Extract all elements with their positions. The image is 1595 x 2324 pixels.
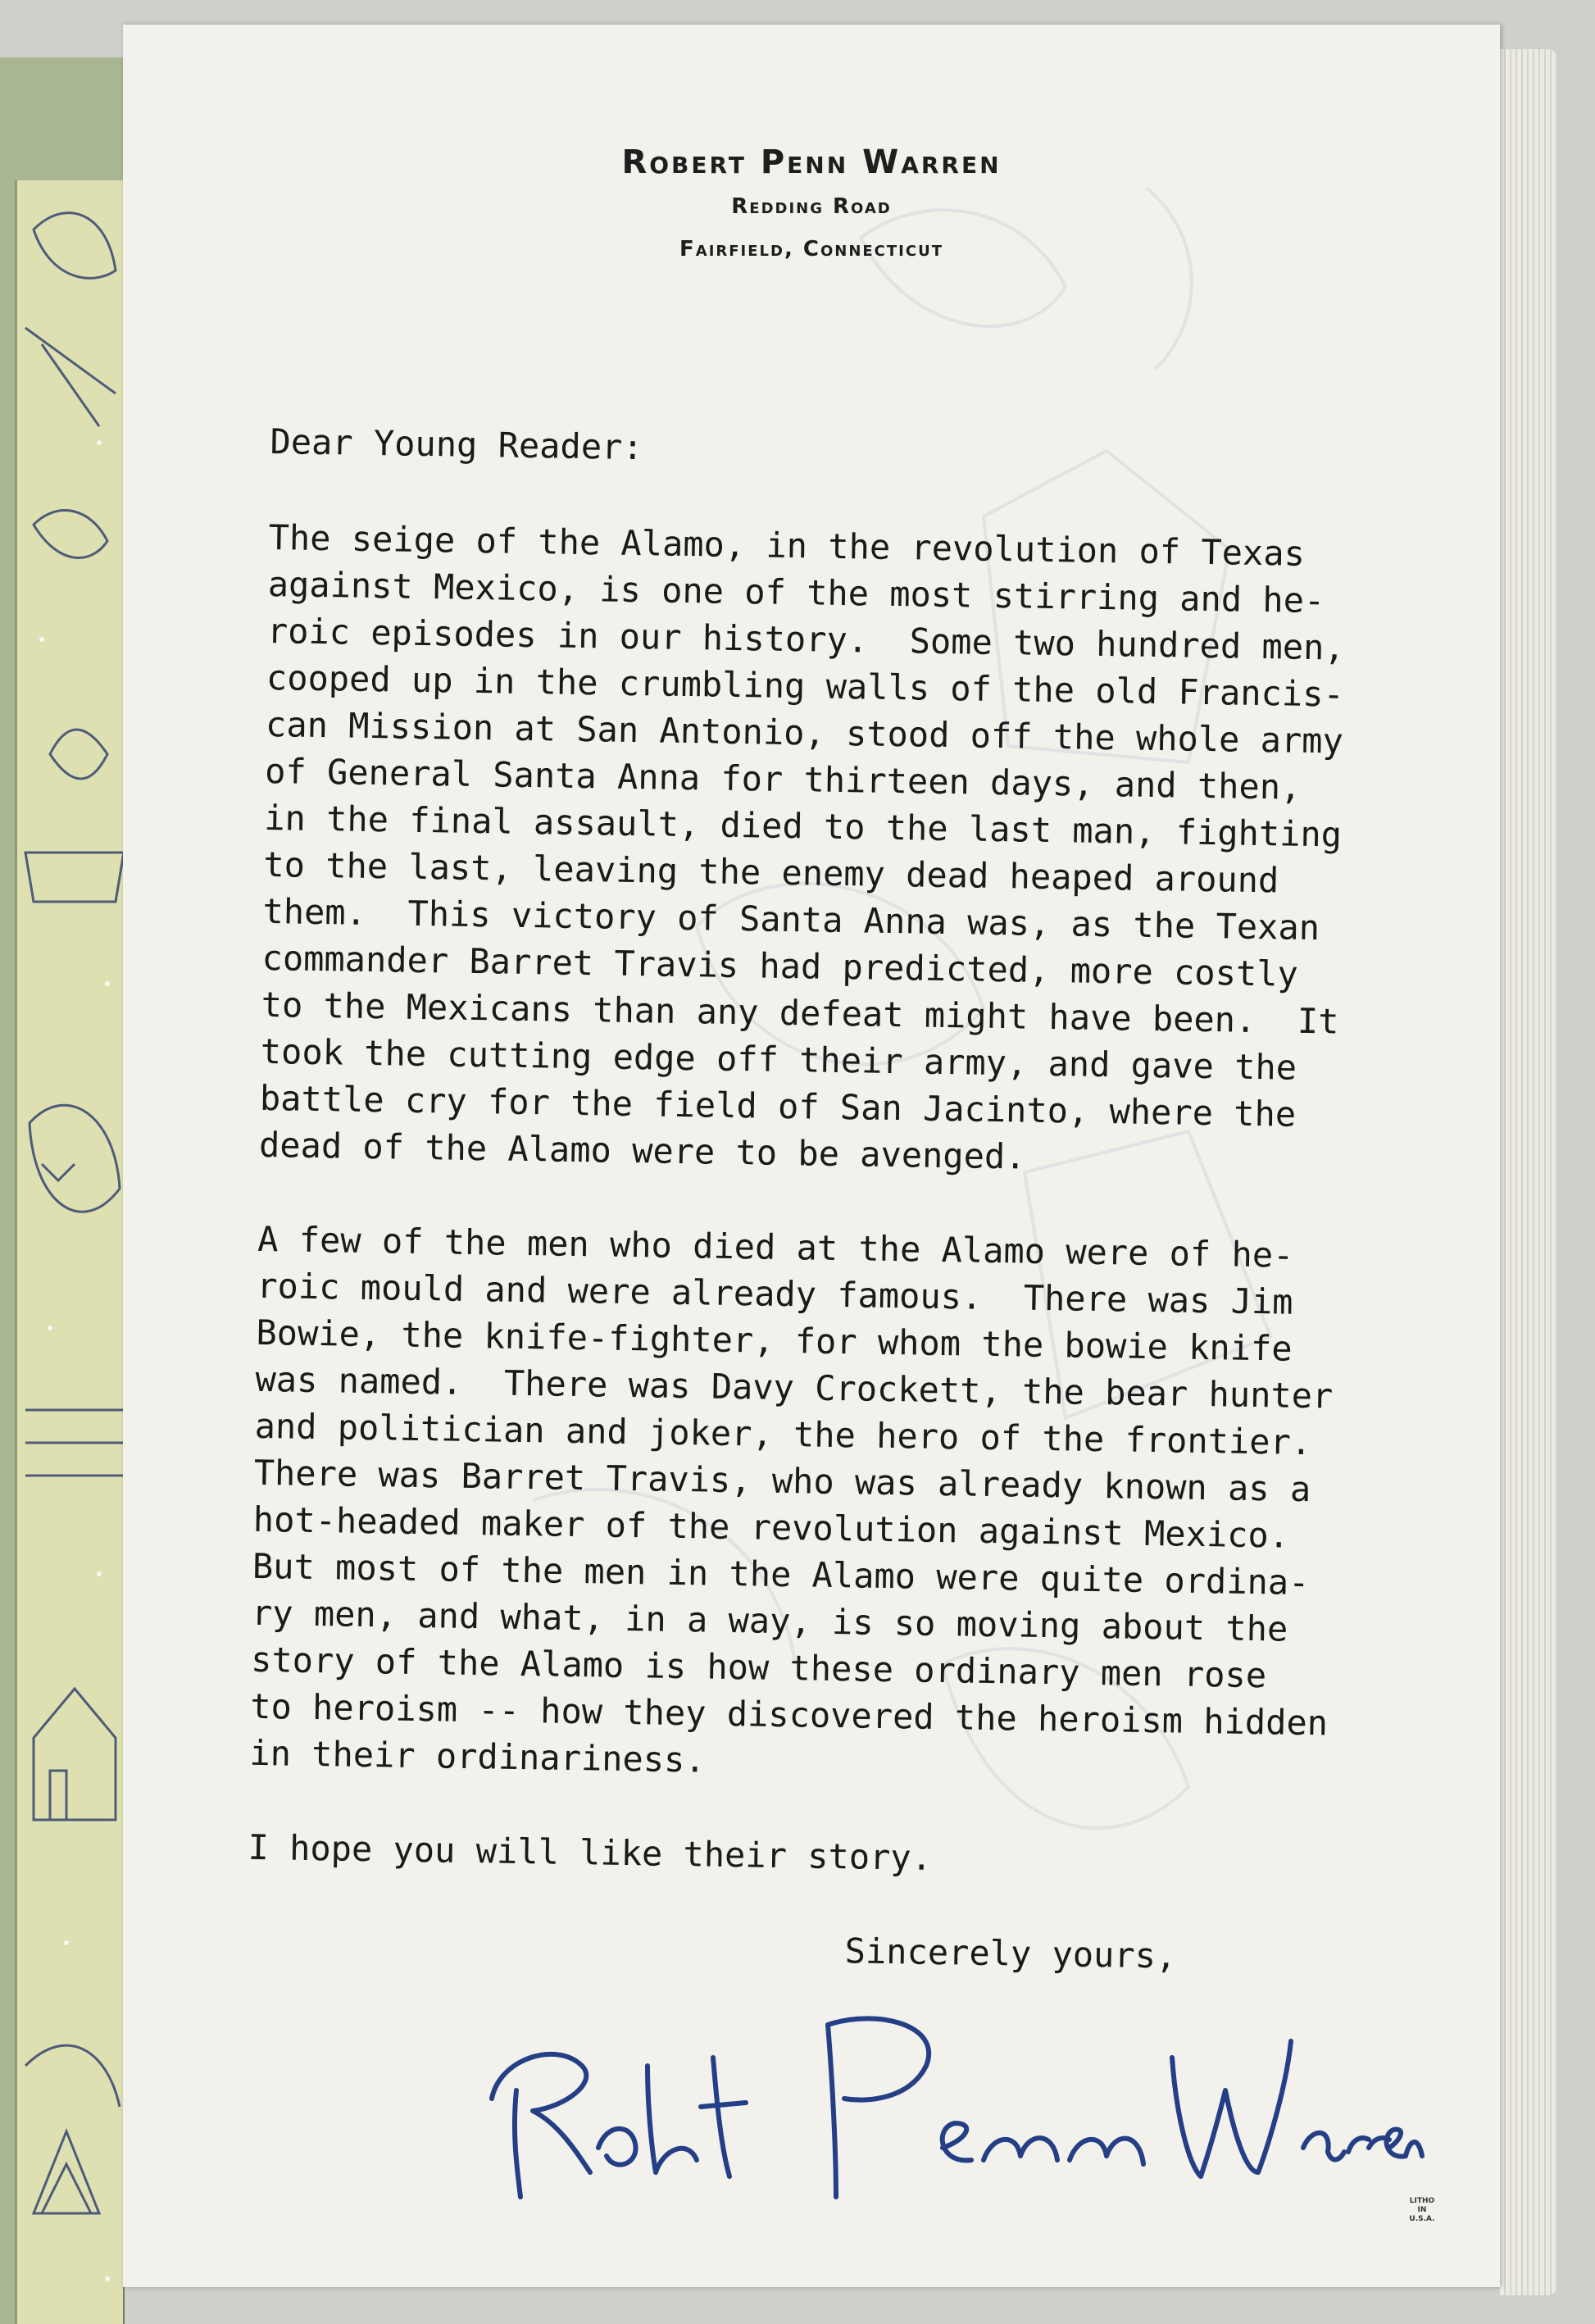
text-line: battle cry for the field of San Jacinto, where the [259,1077,1297,1135]
text-line: to the last, leaving the enemy dead heaped around [263,844,1279,901]
text-line: I hope you will like their story. [248,1826,933,1878]
book-cover-spine [0,57,125,2324]
text-line: commander Barret Travis had predicted, more costly [261,937,1299,994]
letter-body [246,418,1434,1983]
text-line: There was Barret Travis, who was already known as a [253,1452,1311,1510]
text-line: A few of the men who died at the Alamo were of he- [257,1218,1294,1276]
printer-mark-line: LITHO [1409,2197,1435,2205]
text-line: in the final assault, died to the last man, fighting [263,797,1343,855]
closing: Sincerely yours, [844,1931,1177,1976]
text-line: dead of the Alamo were to be avenged. [258,1124,1026,1177]
text-line: roic mould and were already famous. There was Jim [256,1265,1293,1322]
text-line: Bowie, the knife-fighter, for whom the bowie knife [256,1312,1293,1369]
text-line: The seige of the Alamo, in the revolution of Texas [268,516,1306,574]
text-line: to heroism -- how they discovered the heroism hidden [249,1685,1329,1744]
text-line: to the Mexicans than any defeat might have been. It [261,984,1339,1042]
letterhead [123,139,1500,271]
text-line: them. This victory of Santa Anna was, as the Texan [262,890,1320,948]
text-line: against Mexico, is one of the most stirring and he- [267,563,1325,621]
text-line: and politician and joker, the hero of the frontier. [254,1405,1312,1463]
printer-mark-line: U.S.A. [1409,2215,1435,2223]
letterhead-road: Redding Road [731,194,892,219]
paragraph-3 [248,1824,1412,1889]
text-line: was named. There was Davy Crockett, the bear hunter [255,1358,1334,1417]
printer-mark [1402,2197,1443,2224]
text-line: roic episodes in our history. Some two hundred men, [266,610,1346,668]
paragraph-2 [249,1216,1422,1794]
printer-mark-line: IN [1417,2206,1427,2214]
text-line: ry men, and what, in a way, is so moving about the [251,1592,1288,1649]
book-page-edges [1500,49,1557,2295]
text-line: But most of the men in the Alamo were quite ordina- [252,1545,1310,1603]
letter-sheet [123,25,1500,2287]
letterhead-city: Fairfield, Connecticut [679,237,943,262]
text-line: took the cutting edge off their army, and gave the [260,1030,1297,1088]
text-line: cooped up in the crumbling walls of the old Francis- [266,657,1345,715]
handwritten-signature [484,2008,1426,2222]
text-line: can Mission at San Antonio, stood off the whole army [265,703,1344,762]
text-line: in their ordinariness. [249,1732,707,1781]
endpaper-illustration [17,180,125,2324]
text-line: of General Santa Anna for thirteen days, and then, [264,750,1302,807]
illustrated-endpaper [15,180,125,2324]
paragraph-1 [259,514,1433,1186]
text-line: story of the Alamo is how these ordinary men rose [250,1639,1267,1696]
text-line: hot-headed maker of the revolution against Mexico. [252,1499,1290,1556]
letterhead-name: Robert Penn Warren [621,143,1002,181]
salutation: Dear Young Reader: [270,421,644,468]
